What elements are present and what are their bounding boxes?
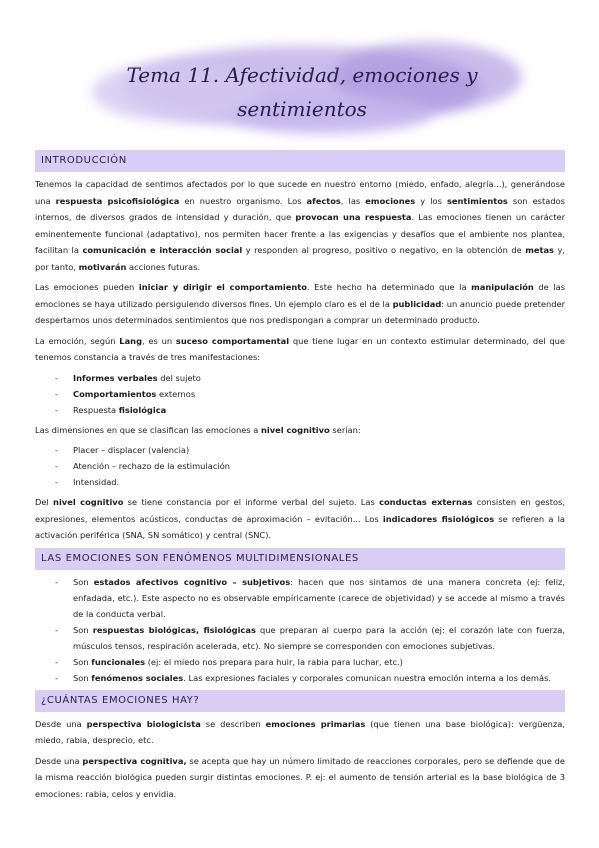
section-heading-cuantas-emociones: ¿CUÁNTAS EMOCIONES HAY? xyxy=(35,690,565,712)
manifestations-list xyxy=(35,370,565,418)
section-heading-multidimensionales: LAS EMOCIONES SON FENÓMENOS MULTIDIMENSIONALES xyxy=(35,548,565,570)
paragraph: La emoción, según Lang, es un suceso comportamental que tiene lugar en un contexto estimular determinado, del que tenemos constancia a través de tres manifestaciones: xyxy=(35,335,565,362)
section-heading-introduccion: INTRODUCCIÓN xyxy=(35,150,565,172)
list-item: - Comportamientos externos xyxy=(55,388,196,399)
list-item: - Intensidad. xyxy=(55,477,120,487)
paragraph: Desde una perspectiva biologicista se describen emociones primarias (que tienen una base biológica): vergüenza, miedo, rabia, desprecio, etc. xyxy=(35,718,565,745)
list-item: - Respuesta fisiológica xyxy=(55,404,167,415)
paragraph: Del nivel cognitivo se tiene constancia por el informe verbal del sujeto. Las conductas externas consisten en gestos, expresiones, elementos acústicos, conductas de aproximación – evitación... Los indicadores fisiológicos se refieren a la activación periférica (SNA, SN somático) y central (SNC). xyxy=(35,497,566,540)
list-item: - Atención – rechazo de la estimulación xyxy=(55,461,231,471)
list-item: - Son estados afectivos cognitivo – subjetivos: hacen que nos sintamos de una manera concreta (ej: feliz, enfadada, etc.). Este aspecto no es observable empíricamente (carece de objetividad) y se accede al mismo a través de la conducta verbal. xyxy=(55,576,565,619)
paragraph: Las emociones pueden iniciar y dirigir el comportamiento. Este hecho ha determinado que la manipulación de las emociones se haya utilizado persiguiendo diversos fines. Un ejemplo claro es el de la publicidad: un anuncio puede pretender despertarnos unos determinados sentimientos que nos predispongan a comprar un determinado producto. xyxy=(35,282,566,325)
paragraph: Tenemos la capacidad de sentimos afectados por lo que sucede en nuestro entorno (miedo, enfado, alegría...), generándose una respuesta psicofisiológica en nuestro organismo. Los afectos, las emociones y los sentimientos son estados internos, de diversos grados de intensidad y duración, que provocan una respuesta. Las emociones tienen un carácter eminentemente funcional (adaptativo), nos permiten hacer frente a las exigencias y desafíos que el ambiente nos plantea, facilitan la comunicación e interacción social y responden al progreso, positivo o negativo, en la obtención de metas y, por tanto, motivarán acciones futuras. xyxy=(35,179,566,272)
list-item: - Son fenómenos sociales. Las expresiones faciales y corporales comunican nuestra emoción interna a los demás. xyxy=(55,672,552,683)
document-body xyxy=(35,150,565,806)
dimensions-list xyxy=(35,442,565,490)
multidimensional-list xyxy=(35,574,565,686)
paragraph: Las dimensiones en que se clasifican las emociones a nivel cognitivo serían: xyxy=(35,424,361,435)
list-item: - Son respuestas biológicas, fisiológicas que preparan al cuerpo para la acción (ej: el corazón late con fuerza, músculos tensos, respiración acelerada, etc). No siempre se corresponden con emociones subjetivas. xyxy=(55,624,565,651)
list-item: - Informes verbales del sujeto xyxy=(55,372,201,383)
title-banner xyxy=(92,34,512,134)
paragraph: Desde una perspectiva cognitiva, se acepta que hay un número limitado de reacciones corporales, pero se defiende que de la misma reacción biológica pueden surgir distintas emociones. P. ej: el aumento de tensión arterial es la base biológica de 3 emociones: rabia, celos y envidia. xyxy=(35,755,565,799)
list-item: - Son funcionales (ej: el miedo nos prepara para huir, la rabia para luchar, etc.) xyxy=(55,656,403,667)
list-item: - Placer – displacer (valencia) xyxy=(55,445,190,455)
page-title: Tema 11. Afectividad, emociones y sentimientos xyxy=(126,63,478,121)
